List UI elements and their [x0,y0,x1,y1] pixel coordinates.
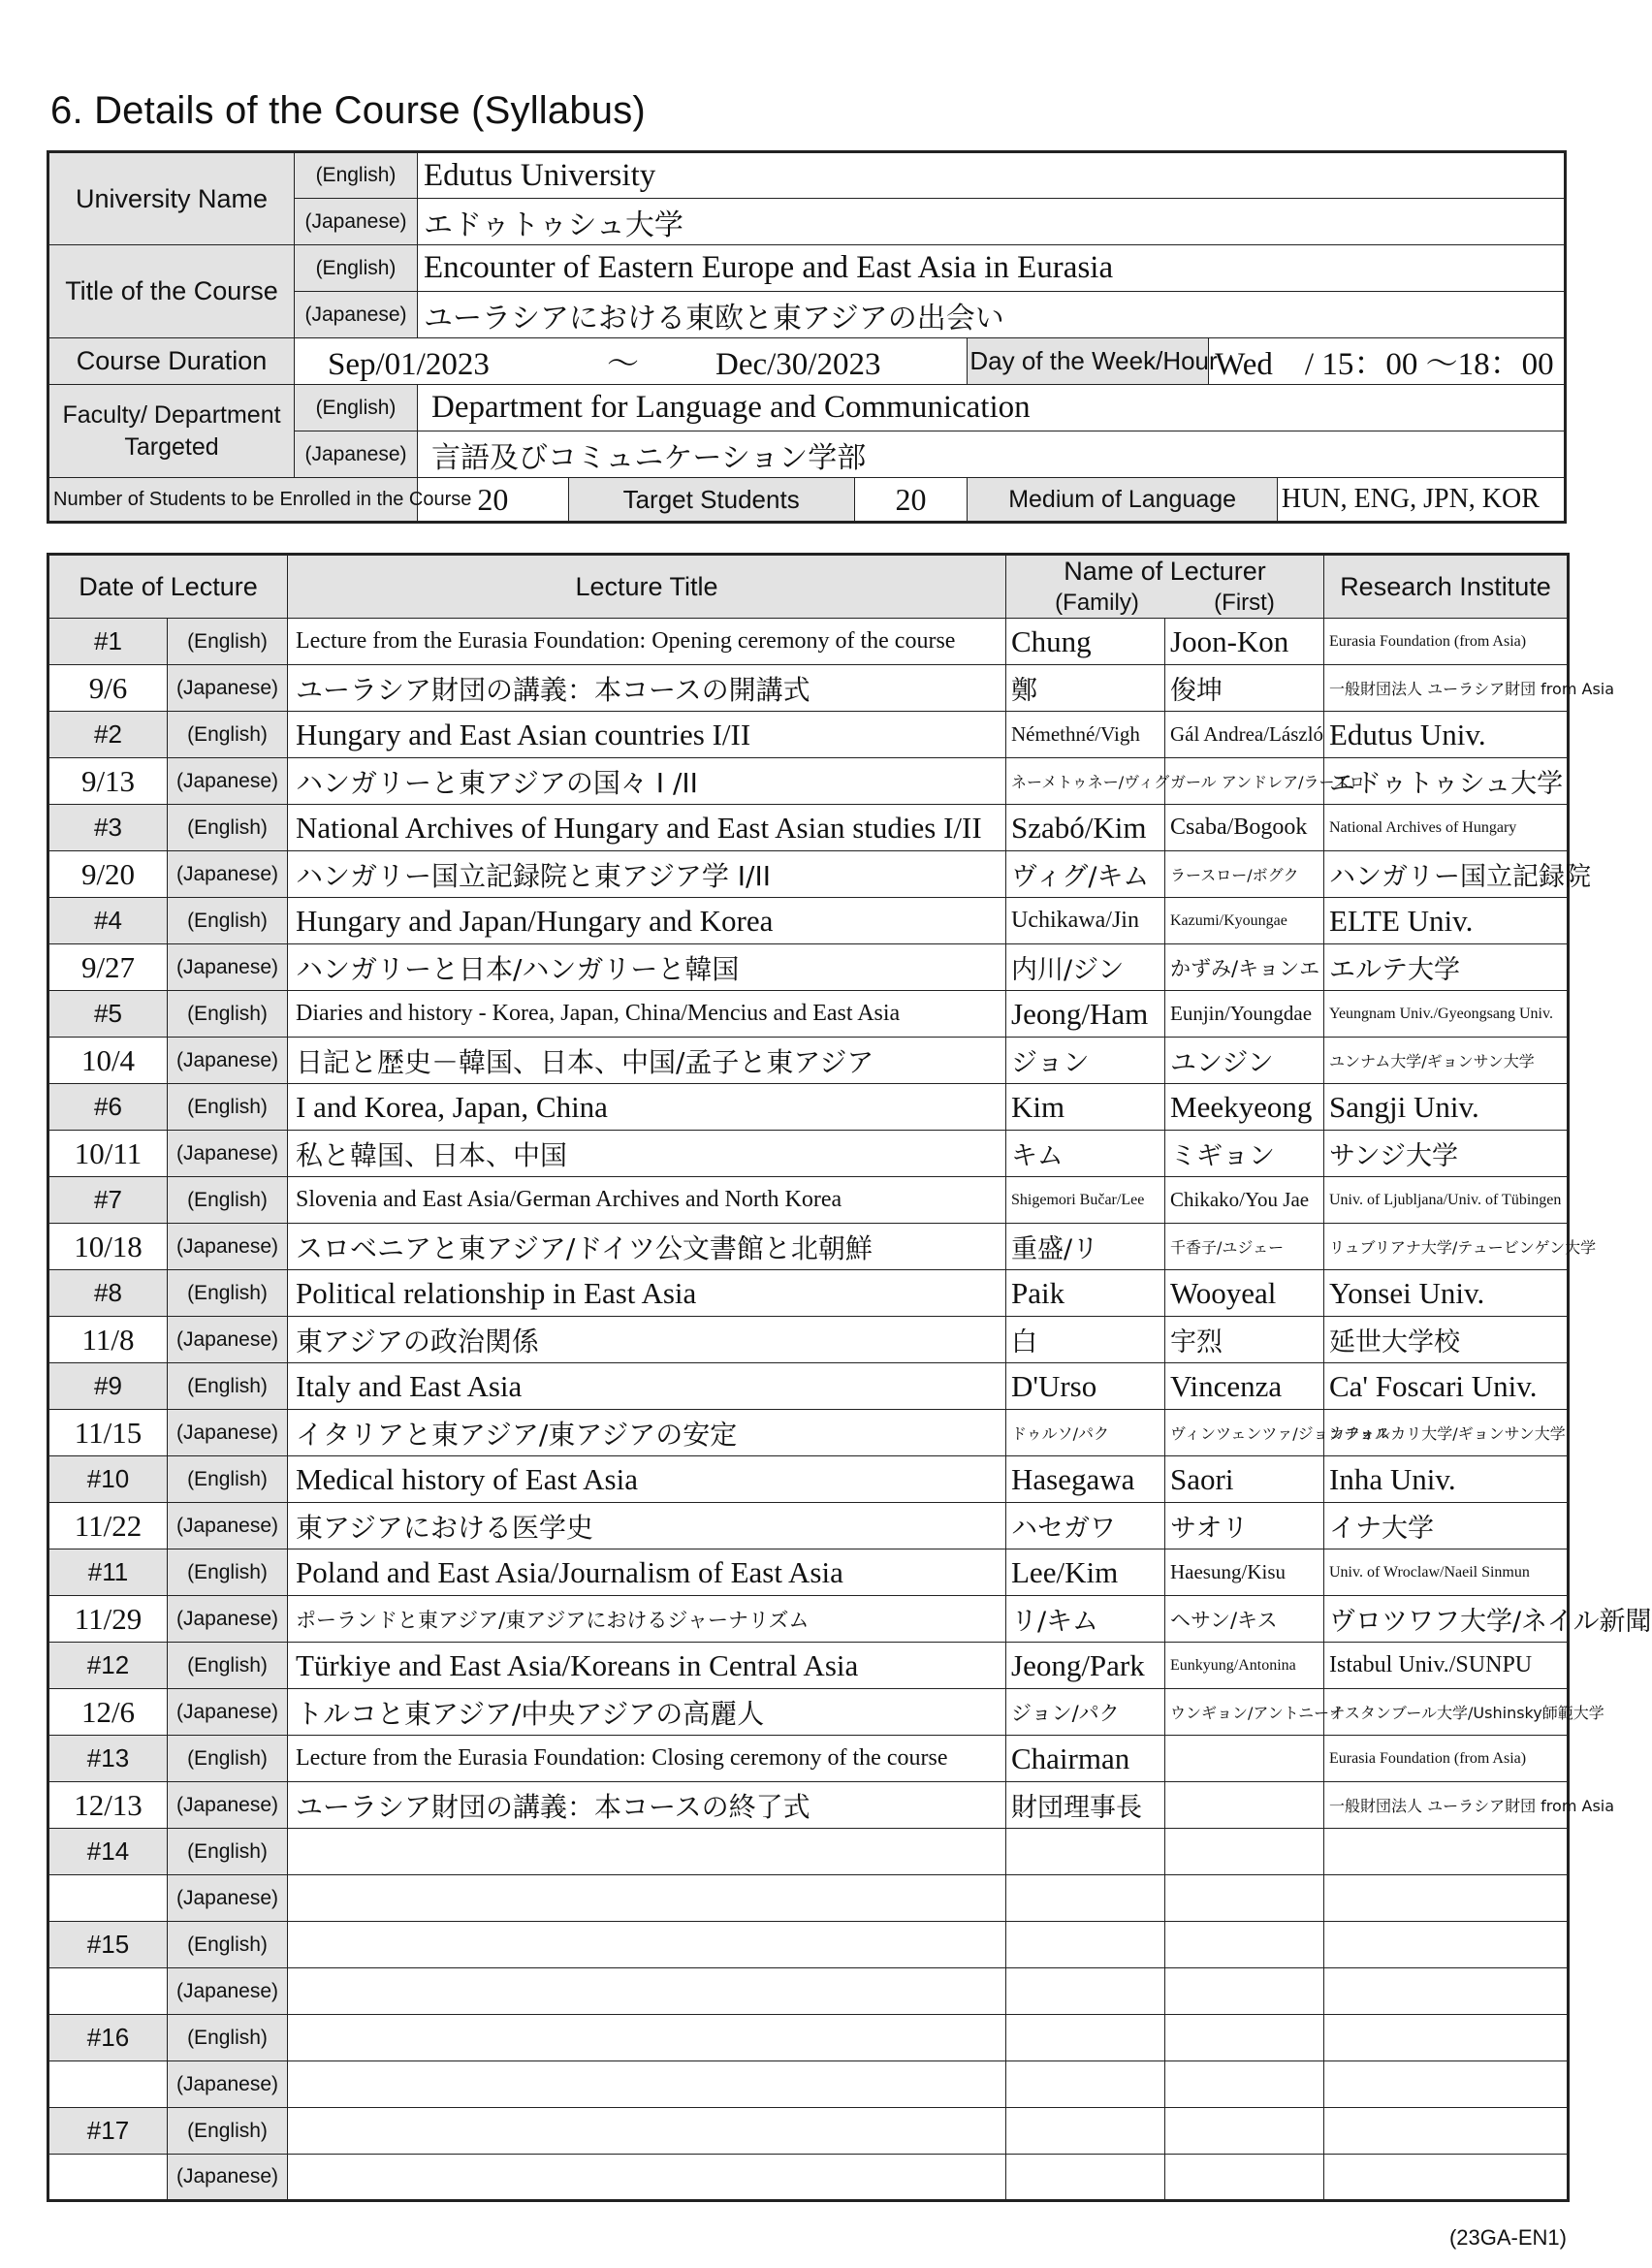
research-institute-en: Yonsei Univ. [1324,1270,1569,1317]
lecturer-family-en [1006,1922,1165,1968]
faculty-jp: 言語及びコミュニケーション学部 [418,431,1566,478]
lecturer-first-jp: ヘサン/キス [1165,1596,1324,1643]
lecturer-first-jp: 千香子/ユジェー [1165,1224,1324,1270]
lecture-row-en [48,2015,1569,2061]
japanese-tag: (Japanese) [168,1875,288,1922]
lecture-table [47,553,1652,2202]
lecture-title-jp: イタリアと東アジア/東アジアの安定 [288,1410,1006,1456]
research-institute-jp [1324,1968,1569,2015]
japanese-tag: (Japanese) [295,431,418,478]
lecture-title-jp: ハンガリー国立記録院と東アジア学 I/II [288,851,1006,898]
japanese-tag: (Japanese) [168,2061,288,2108]
lecture-row-jp [48,1410,1569,1456]
lecture-date: 11/15 [48,1410,168,1456]
research-institute-jp: 一般財団法人 ユーラシア財団 from Asia [1324,665,1569,712]
lecture-title-jp: 日記と歴史－韓国、日本、中国/孟子と東アジア [288,1038,1006,1084]
english-tag: (English) [168,1643,288,1689]
research-institute-header: Research Institute [1324,555,1569,619]
lecturer-first-jp: サオリ [1165,1503,1324,1549]
english-tag: (English) [168,1177,288,1224]
lecture-row-jp [48,1503,1569,1549]
lecturer-family-jp [1006,1875,1165,1922]
lecture-title-jp: ユーラシア財団の講義：本コースの開講式 [288,665,1006,712]
japanese-tag: (Japanese) [168,1503,288,1549]
lecture-date: 11/29 [48,1596,168,1643]
lecturer-family-jp [1006,2155,1165,2201]
research-institute-en: National Archives of Hungary [1324,805,1569,851]
lecturer-first-jp: かずみ/キョンエ [1165,944,1324,991]
lecture-title-jp: 東アジアにおける医学史 [288,1503,1006,1549]
lecture-number: #14 [48,1829,168,1875]
lecture-row-en [48,991,1569,1038]
research-institute-en: Eurasia Foundation (from Asia) [1324,619,1569,665]
lecturer-first-jp [1165,1782,1324,1829]
lecturer-first-jp [1165,2061,1324,2108]
lecture-date [48,1968,168,2015]
lecturer-first-jp: 俊坤 [1165,665,1324,712]
japanese-tag: (Japanese) [168,1689,288,1736]
lecture-title-jp [288,2061,1006,2108]
lecture-row-jp [48,1224,1569,1270]
lecture-title-en: National Archives of Hungary and East Asian studies I/II [288,805,1006,851]
lecturer-family-en: Szabó/Kim [1006,805,1165,851]
lecturer-first-jp: ラースロー/ボグク [1165,851,1324,898]
lecture-title-header: Lecture Title [288,555,1006,619]
lecture-title-jp [288,1875,1006,1922]
lecture-date: 9/6 [48,665,168,712]
lecturer-family-en [1006,2108,1165,2155]
course-title-jp: ユーラシアにおける東欧と東アジアの出会い [418,292,1566,338]
english-tag: (English) [168,898,288,944]
lecturer-family-jp: 鄭 [1006,665,1165,712]
course-info-table [47,150,1567,524]
japanese-tag: (Japanese) [168,665,288,712]
research-institute-en [1324,2015,1569,2061]
lecture-row-en [48,1084,1569,1131]
japanese-tag: (Japanese) [168,1131,288,1177]
lecturer-name-label: Name of Lecturer [1064,556,1266,586]
lecturer-first-jp [1165,2155,1324,2201]
lecturer-first-en: Haesung/Kisu [1165,1549,1324,1596]
lecturer-first-jp: ユンジン [1165,1038,1324,1084]
lecture-number: #15 [48,1922,168,1968]
research-institute-en: Istabul Univ./SUNPU [1324,1643,1569,1689]
lecturer-family-en: Lee/Kim [1006,1549,1165,1596]
target-students-value: 20 [854,478,968,523]
lecture-title-en [288,2015,1006,2061]
lecture-row-en [48,898,1569,944]
research-institute-en: Univ. of Wroclaw/Naeil Sinmun [1324,1549,1569,1596]
english-tag: (English) [168,2015,288,2061]
lecture-title-en: I and Korea, Japan, China [288,1084,1006,1131]
research-institute-jp: ヴロツワフ大学/ネイル新聞 [1324,1596,1569,1643]
japanese-tag: (Japanese) [168,1317,288,1363]
lecture-row-jp [48,2155,1569,2201]
lecture-row-en [48,1922,1569,1968]
english-tag: (English) [168,1456,288,1503]
lecture-title-en: Medical history of East Asia [288,1456,1006,1503]
faculty-en: Department for Language and Communication [418,385,1566,431]
lecture-date: 9/27 [48,944,168,991]
lecture-number: #11 [48,1549,168,1596]
research-institute-en [1324,2108,1569,2155]
family-label: (Family) [1055,589,1139,616]
japanese-tag: (Japanese) [168,1224,288,1270]
lecturer-family-jp: 内川/ジン [1006,944,1165,991]
lecture-row-jp [48,2061,1569,2108]
english-tag: (English) [168,1736,288,1782]
research-institute-jp [1324,1875,1569,1922]
lecturer-name-header [1006,555,1324,619]
lecture-title-en: Lecture from the Eurasia Foundation: Opening ceremony of the course [288,619,1006,665]
enrolled-label: Number of Students to be Enrolled in the Course [48,478,418,523]
date-separator: ～ [607,347,639,382]
lecturer-family-en: Chung [1006,619,1165,665]
english-tag: (English) [168,1363,288,1410]
lecture-row-en [48,1177,1569,1224]
lecturer-family-jp: ハセガワ [1006,1503,1165,1549]
lecture-number: #8 [48,1270,168,1317]
lecturer-first-en: Chikako/You Jae [1165,1177,1324,1224]
english-tag: (English) [295,385,418,431]
lecture-row-jp [48,1875,1569,1922]
lecture-number: #2 [48,712,168,758]
lecture-row-en [48,1363,1569,1410]
research-institute-jp: イスタンブール大学/Ushinsky師範大学 [1324,1689,1569,1736]
english-tag: (English) [168,991,288,1038]
lecture-title-en: Diaries and history - Korea, Japan, China/Mencius and East Asia [288,991,1006,1038]
lecture-row-jp [48,758,1569,805]
japanese-tag: (Japanese) [295,199,418,245]
lecture-date: 11/22 [48,1503,168,1549]
lecturer-family-en: Uchikawa/Jin [1006,898,1165,944]
japanese-tag: (Japanese) [168,1782,288,1829]
english-tag: (English) [168,1549,288,1596]
lecture-title-jp [288,2155,1006,2201]
day-hour-value: Wed / 15：00 ～18：00 [1209,338,1566,385]
course-duration-value [295,338,968,385]
research-institute-en [1324,1829,1569,1875]
lecture-number: #1 [48,619,168,665]
lecturer-first-jp: ガール アンドレア/ラースロ [1165,758,1324,805]
lecturer-family-en [1006,1829,1165,1875]
research-institute-jp: カフォスカリ大学/ギョンサン大学 [1324,1410,1569,1456]
document-code: (23GA-EN1) [1448,2225,1567,2250]
lecture-row-jp [48,1689,1569,1736]
lecture-date: 9/20 [48,851,168,898]
lecturer-first-en [1165,2015,1324,2061]
lecture-title-jp [288,1968,1006,2015]
lecturer-first-en: Vincenza [1165,1363,1324,1410]
page-title: 6. Details of the Course (Syllabus) [50,89,646,132]
enrolled-value: 20 [418,478,569,523]
lecturer-family-jp: ヴィグ/キム [1006,851,1165,898]
lecturer-first-jp: ミギョン [1165,1131,1324,1177]
research-institute-jp: エドゥトゥシュ大学 [1324,758,1569,805]
japanese-tag: (Japanese) [168,851,288,898]
lecturer-family-jp: 重盛/リ [1006,1224,1165,1270]
lecturer-first-jp [1165,1875,1324,1922]
lecturer-first-en: Eunkyung/Antonina [1165,1643,1324,1689]
lecture-number: #9 [48,1363,168,1410]
lecturer-first-en [1165,2108,1324,2155]
lecture-number: #10 [48,1456,168,1503]
target-students-label: Target Students [568,478,854,523]
lecturer-family-jp [1006,1968,1165,2015]
research-institute-en: Ca' Foscari Univ. [1324,1363,1569,1410]
lecturer-family-jp: リ/キム [1006,1596,1165,1643]
lecturer-family-jp: ジョン/パク [1006,1689,1165,1736]
lecture-number: #17 [48,2108,168,2155]
lecturer-family-en: D'Urso [1006,1363,1165,1410]
lecture-number: #6 [48,1084,168,1131]
lecturer-first-en: Kazumi/Kyoungae [1165,898,1324,944]
lecture-row-jp [48,1596,1569,1643]
lecture-row-jp [48,1317,1569,1363]
research-institute-en: Univ. of Ljubljana/Univ. of Tübingen [1324,1177,1569,1224]
start-date: Sep/01/2023 [328,347,490,382]
lecture-date: 10/18 [48,1224,168,1270]
lecture-row-en [48,1643,1569,1689]
research-institute-en: Yeungnam Univ./Gyeongsang Univ. [1324,991,1569,1038]
lecturer-first-en: Eunjin/Youngdae [1165,991,1324,1038]
lecture-title-en: Political relationship in East Asia [288,1270,1006,1317]
university-name-jp: エドゥトゥシュ大学 [418,199,1566,245]
research-institute-en: ELTE Univ. [1324,898,1569,944]
english-tag: (English) [168,1270,288,1317]
english-tag: (English) [168,805,288,851]
lecture-row-en [48,1270,1569,1317]
research-institute-jp: サンジ大学 [1324,1131,1569,1177]
course-title-en: Encounter of Eastern Europe and East Asia in Eurasia [418,245,1566,292]
lecture-row-en [48,1736,1569,1782]
lecturer-family-en: Chairman [1006,1736,1165,1782]
lecture-title-jp: スロベニアと東アジア/ドイツ公文書館と北朝鮮 [288,1224,1006,1270]
lecture-row-en [48,619,1569,665]
lecture-title-en: Hungary and Japan/Hungary and Korea [288,898,1006,944]
lecturer-family-jp: ネーメトゥネー/ヴィグ [1006,758,1165,805]
lecture-row-en [48,1456,1569,1503]
research-institute-en: Inha Univ. [1324,1456,1569,1503]
lecture-number: #13 [48,1736,168,1782]
japanese-tag: (Japanese) [295,292,418,338]
course-duration-label: Course Duration [48,338,295,385]
lecture-row-jp [48,1782,1569,1829]
japanese-tag: (Japanese) [168,1968,288,2015]
lecturer-family-jp: 白 [1006,1317,1165,1363]
research-institute-jp: イナ大学 [1324,1503,1569,1549]
research-institute-en [1324,1922,1569,1968]
research-institute-jp [1324,2155,1569,2201]
lecture-number: #3 [48,805,168,851]
lecturer-first-en [1165,1829,1324,1875]
lecturer-family-en [1006,2015,1165,2061]
lecturer-family-jp: ジョン [1006,1038,1165,1084]
lecture-date: 12/13 [48,1782,168,1829]
medium-label: Medium of Language [968,478,1278,523]
lecture-date: 11/8 [48,1317,168,1363]
research-institute-jp: リュブリアナ大学/テュービンゲン大学 [1324,1224,1569,1270]
lecture-title-jp: トルコと東アジア/中央アジアの高麗人 [288,1689,1006,1736]
faculty-label: Faculty/ Department Targeted [48,385,295,478]
lecture-number: #5 [48,991,168,1038]
lecturer-family-jp [1006,2061,1165,2108]
lecture-row-jp [48,944,1569,991]
english-tag: (English) [168,2108,288,2155]
lecturer-family-jp: キム [1006,1131,1165,1177]
research-institute-jp [1324,2061,1569,2108]
research-institute-jp: ユンナム大学/ギョンサン大学 [1324,1038,1569,1084]
research-institute-jp: エルテ大学 [1324,944,1569,991]
lecture-title-en: Türkiye and East Asia/Koreans in Central Asia [288,1643,1006,1689]
lecture-title-en: Hungary and East Asian countries I/II [288,712,1006,758]
english-tag: (English) [168,1829,288,1875]
lecture-date: 12/6 [48,1689,168,1736]
japanese-tag: (Japanese) [168,1596,288,1643]
day-hour-label: Day of the Week/Hour [968,338,1209,385]
lecture-title-jp: ハンガリーと東アジアの国々 I /II [288,758,1006,805]
university-name-label: University Name [48,152,295,245]
lecturer-family-jp: ドゥルソ/パク [1006,1410,1165,1456]
university-name-en: Edutus University [418,152,1566,199]
lecture-title-en: Slovenia and East Asia/German Archives and North Korea [288,1177,1006,1224]
lecture-date [48,2061,168,2108]
lecturer-family-en: Paik [1006,1270,1165,1317]
course-title-label: Title of the Course [48,245,295,338]
lecturer-family-en: Hasegawa [1006,1456,1165,1503]
lecturer-family-en: Kim [1006,1084,1165,1131]
lecture-number: #12 [48,1643,168,1689]
lecture-date: 10/11 [48,1131,168,1177]
lecturer-first-en: Gál Andrea/László [1165,712,1324,758]
english-tag: (English) [168,712,288,758]
lecturer-family-en: Némethné/Vigh [1006,712,1165,758]
japanese-tag: (Japanese) [168,1410,288,1456]
english-tag: (English) [295,152,418,199]
lecture-title-en [288,1922,1006,1968]
research-institute-jp: ハンガリー国立記録院 [1324,851,1569,898]
lecturer-first-en [1165,1736,1324,1782]
research-institute-en: Eurasia Foundation (from Asia) [1324,1736,1569,1782]
lecturer-first-en: Saori [1165,1456,1324,1503]
lecture-number: #16 [48,2015,168,2061]
date-of-lecture-header: Date of Lecture [48,555,288,619]
lecture-title-jp: ポーランドと東アジア/東アジアにおけるジャーナリズム [288,1596,1006,1643]
lecture-row-en [48,805,1569,851]
lecture-date [48,1875,168,1922]
lecture-title-jp: 私と韓国、日本、中国 [288,1131,1006,1177]
lecturer-first-en: Wooyeal [1165,1270,1324,1317]
lecture-row-jp [48,851,1569,898]
research-institute-jp: 一般財団法人 ユーラシア財団 from Asia [1324,1782,1569,1829]
first-label: (First) [1214,589,1275,616]
lecture-row-en [48,1549,1569,1596]
lecture-title-jp: 東アジアの政治関係 [288,1317,1006,1363]
english-tag: (English) [168,1084,288,1131]
lecture-title-en: Italy and East Asia [288,1363,1006,1410]
lecture-title-en: Lecture from the Eurasia Foundation: Closing ceremony of the course [288,1736,1006,1782]
lecture-row-jp [48,1968,1569,2015]
lecture-row-jp [48,665,1569,712]
lecture-row-jp [48,1131,1569,1177]
lecture-title-jp: ユーラシア財団の講義：本コースの終了式 [288,1782,1006,1829]
lecture-title-en [288,1829,1006,1875]
lecturer-first-en [1165,1922,1324,1968]
research-institute-en: Edutus Univ. [1324,712,1569,758]
japanese-tag: (Japanese) [168,944,288,991]
research-institute-jp: 延世大学校 [1324,1317,1569,1363]
lecture-date: 10/4 [48,1038,168,1084]
english-tag: (English) [168,619,288,665]
lecturer-first-jp [1165,1968,1324,2015]
lecturer-first-en: Joon-Kon [1165,619,1324,665]
lecturer-family-jp: 財団理事長 [1006,1782,1165,1829]
lecture-date [48,2155,168,2201]
end-date: Dec/30/2023 [715,347,881,382]
research-institute-en: Sangji Univ. [1324,1084,1569,1131]
lecture-row-jp [48,1038,1569,1084]
lecture-number: #4 [48,898,168,944]
english-tag: (English) [168,1922,288,1968]
japanese-tag: (Japanese) [168,758,288,805]
lecturer-family-en: Jeong/Ham [1006,991,1165,1038]
lecturer-family-en: Jeong/Park [1006,1643,1165,1689]
lecturer-first-jp: ヴィンツェンツァ/ジョンチョル [1165,1410,1324,1456]
lecturer-family-en: Shigemori Bučar/Lee [1006,1177,1165,1224]
lecture-row-en [48,1829,1569,1875]
english-tag: (English) [295,245,418,292]
lecture-row-en [48,712,1569,758]
lecture-date: 9/13 [48,758,168,805]
lecture-title-jp: ハンガリーと日本/ハンガリーと韓国 [288,944,1006,991]
lecturer-first-jp: ウンギョン/アントニーナ [1165,1689,1324,1736]
lecture-title-en: Poland and East Asia/Journalism of East Asia [288,1549,1006,1596]
lecture-row-en [48,2108,1569,2155]
japanese-tag: (Japanese) [168,1038,288,1084]
lecture-title-en [288,2108,1006,2155]
lecturer-first-jp: 宇烈 [1165,1317,1324,1363]
medium-value: HUN, ENG, JPN, KOR [1277,478,1565,523]
lecturer-first-en: Meekyeong [1165,1084,1324,1131]
japanese-tag: (Japanese) [168,2155,288,2201]
lecture-number: #7 [48,1177,168,1224]
lecturer-first-en: Csaba/Bogook [1165,805,1324,851]
